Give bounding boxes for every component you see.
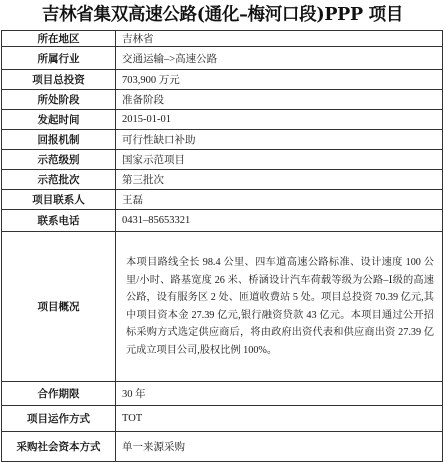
row-label: 所属行业 [2,47,116,70]
table-row [2,110,443,130]
row-label: 联系电话 [2,210,116,232]
row-label: 所处阶段 [2,90,116,110]
row-value: 30 年 [116,382,443,406]
row-label: 项目联系人 [2,190,116,210]
row-value: 准备阶段 [116,90,443,110]
row-value: 可行性缺口补助 [116,130,443,150]
row-label: 采购社会资本方式 [2,432,116,462]
row-label: 合作期限 [2,382,116,406]
project-overview-text: 本项目路线全长 98.4 公里、四车道高速公路标准、设计速度 100 公里/小时、路基宽度 26 米、桥涵设计汽车荷载等级为公路–Ⅰ级的高速公路，设有服务区 2 处、匝道收费站 5 处。项目总投资 70.39 亿元,其中项目资本金 27.39 亿元,银行融资贷款 43 亿元。本项目通过公开招标采购方式选定供应商后，将由政府出资代表和供应商出资 27.39 亿元成立项目公司,股权比例 100%。 [116,232,443,382]
row-label: 项目总投资 [2,70,116,90]
row-label: 项目概况 [2,232,116,382]
row-value: 交通运输–>高速公路 [116,47,443,70]
table-row [2,70,443,90]
table-row [2,130,443,150]
table-row [2,190,443,210]
table-row [2,47,443,70]
table-row [2,170,443,190]
table-row [2,232,443,382]
row-value: TOT [116,406,443,432]
row-label: 项目运作方式 [2,406,116,432]
table-row [2,382,443,406]
row-label: 发起时间 [2,110,116,130]
row-label: 示范批次 [2,170,116,190]
row-value: 王磊 [116,190,443,210]
page-title: 吉林省集双高速公路(通化–梅河口段)PPP 项目 [41,5,404,25]
row-value: 0431–85653321 [116,210,443,232]
row-label: 回报机制 [2,130,116,150]
row-value: 单一来源采购 [116,432,443,462]
row-value: 国家示范项目 [116,150,443,170]
table-row [2,432,443,462]
table-row [2,90,443,110]
row-value: 吉林省 [116,31,443,47]
table-row [2,150,443,170]
table-row [2,406,443,432]
row-value: 2015-01-01 [116,110,443,130]
table-row [2,31,443,47]
project-info-table [1,30,443,462]
row-label: 示范级别 [2,150,116,170]
table-row [2,210,443,232]
row-value: 第三批次 [116,170,443,190]
row-value: 703,900 万元 [116,70,443,90]
row-label: 所在地区 [2,31,116,47]
